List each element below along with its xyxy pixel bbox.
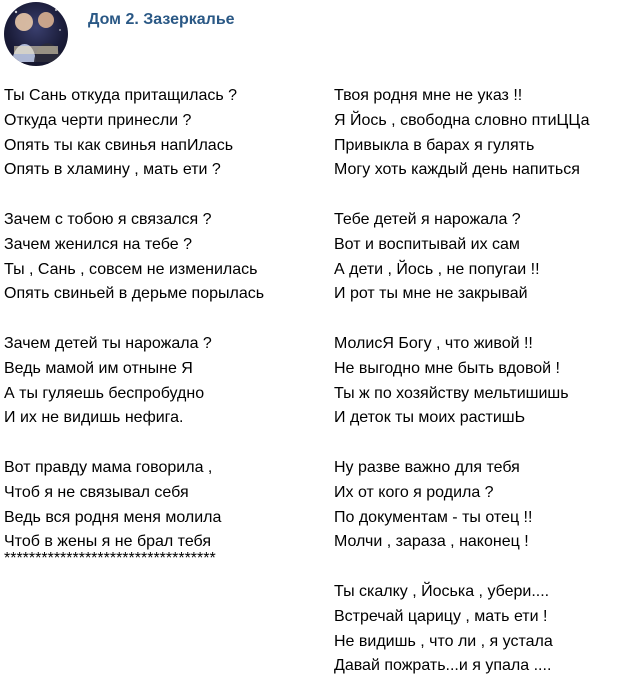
poem-line: А дети , Йось , не попугаи !! xyxy=(334,260,540,278)
poem-line: Чтоб в жены я не брал тебя xyxy=(4,533,212,551)
poem-line: Ведь мамой им отныне Я xyxy=(4,359,193,377)
poem-left-column xyxy=(4,84,314,567)
poem-line: Молчи , зараза , наконец ! xyxy=(334,533,529,551)
group-avatar-icon[interactable] xyxy=(4,2,68,66)
poem-stanza xyxy=(4,208,314,307)
poem-line: Ты скалку , Йоська , убери.... xyxy=(334,582,550,600)
poem-line: Ты Сань откуда притащилась ? xyxy=(4,87,238,104)
poem-line: Их от кого я родила ? xyxy=(334,483,494,501)
poem-line: Давай пожрать...и я упала .... xyxy=(334,657,552,675)
poem-line: И их не видишь нефига. xyxy=(4,409,184,427)
poem-line: Я Йось , свободна словно птиЦЦа xyxy=(334,111,590,129)
poem-line: Могу хоть каждый день напиться xyxy=(334,161,580,179)
poem-line: Вот правду мама говорила , xyxy=(4,458,213,476)
avatar-image xyxy=(4,2,68,66)
poem-line: Ну разве важно для тебя xyxy=(334,458,520,476)
poem-line: Зачем с тобою я связался ? xyxy=(4,210,212,228)
poem-line: Опять ты как свинья напИлась xyxy=(4,136,234,154)
poem-line: Опять свиньей в дерьме порылась xyxy=(4,285,265,303)
group-name-link[interactable]: Дом 2. Зазеркалье xyxy=(88,11,235,28)
poem-line: Привыкла в барах я гулять xyxy=(334,136,535,154)
poem-stanza xyxy=(334,208,634,307)
poem-line: Не видишь , что ли , я устала xyxy=(334,632,553,650)
poem-line: Ведь вся родня меня молила xyxy=(4,508,222,526)
poem-stanza xyxy=(334,580,634,679)
poem-line: Зачем женился на тебе ? xyxy=(4,235,192,253)
poem-stanza xyxy=(4,84,314,183)
poem-line: МолисЯ Богу , что живой !! xyxy=(334,334,533,352)
poem-line: Не выгодно мне быть вдовой ! xyxy=(334,359,560,377)
poem-right-column xyxy=(334,84,634,679)
poem-line: Вот и воспитывай их сам xyxy=(334,235,520,253)
poem-line: Встречай царицу , мать ети ! xyxy=(334,607,548,625)
poem-line: Ты , Сань , совсем не изменилась xyxy=(4,260,258,278)
poem-line: Твоя родня мне не указ !! xyxy=(334,87,523,104)
poem-line: А ты гуляешь беспробудно xyxy=(4,384,205,402)
poem-stanza xyxy=(4,332,314,431)
poem-line: По документам - ты отец !! xyxy=(334,508,533,526)
poem-stanza xyxy=(334,332,634,431)
poem-line: Опять в хламину , мать ети ? xyxy=(4,161,221,179)
poem-line: И рот ты мне не закрывай xyxy=(334,285,528,303)
poem-line: Зачем детей ты нарожала ? xyxy=(4,334,212,352)
poem-line: Тебе детей я нарожала ? xyxy=(334,210,521,228)
poem-stanza xyxy=(334,84,634,183)
poem-line: Чтоб я не связывал себя xyxy=(4,483,189,501)
poem-line: Ты ж по хозяйству мельтишишь xyxy=(334,384,569,402)
poem-stanza xyxy=(334,456,634,555)
poem-separator: ********************************** xyxy=(4,551,216,568)
post-header xyxy=(0,0,640,70)
poem-line: И деток ты моих растишЬ xyxy=(334,409,526,427)
poem-line: Откуда черти принесли ? xyxy=(4,111,192,129)
poem-stanza xyxy=(4,456,314,567)
